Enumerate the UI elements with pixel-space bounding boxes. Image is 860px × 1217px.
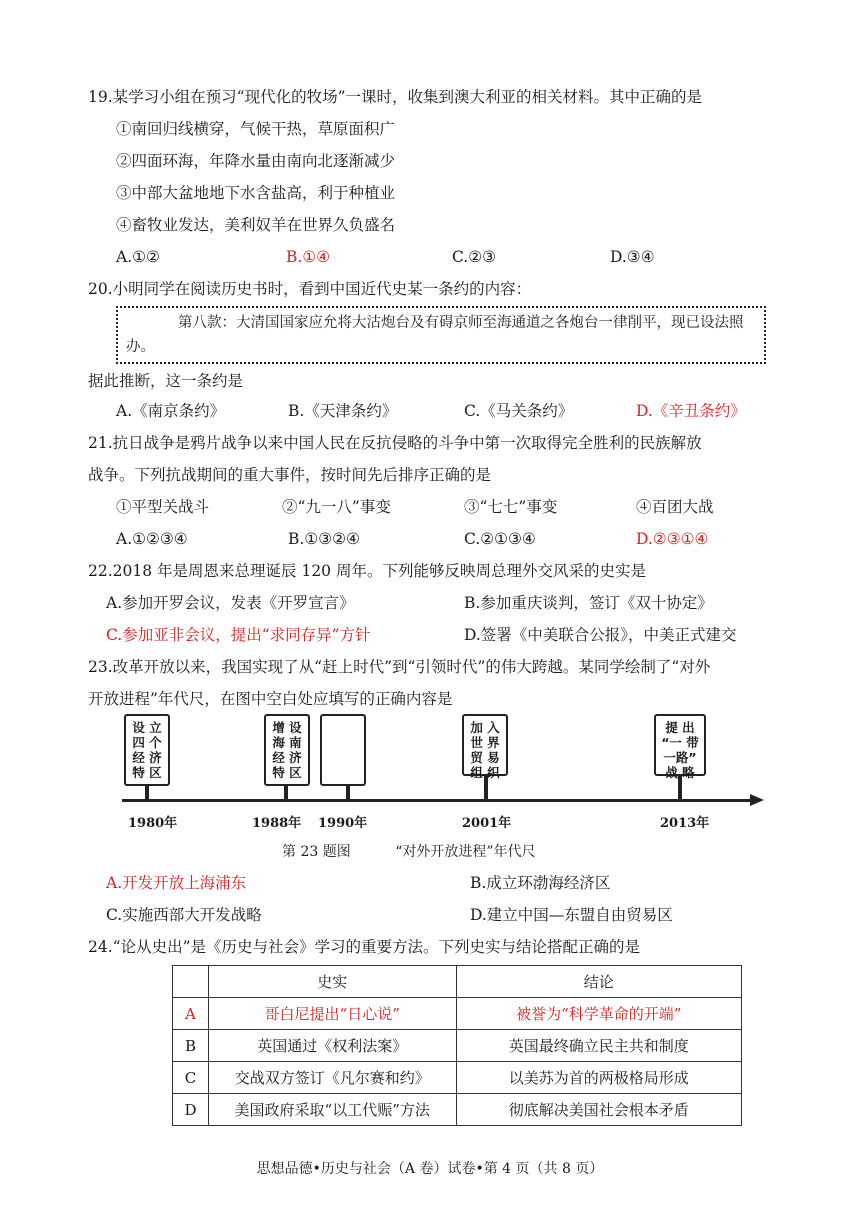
sign-line: 贸 易 bbox=[470, 750, 500, 765]
sign-line: 经 济 bbox=[132, 750, 162, 765]
timeline-post-1980 bbox=[145, 784, 149, 800]
table-cell: D bbox=[173, 1094, 209, 1126]
q23-option-a: A.开发开放上海浦东 bbox=[106, 874, 247, 892]
timeline-sign-2001 bbox=[462, 714, 508, 780]
q22-option-d: D.签署《中美联合公报》，中美正式建交 bbox=[464, 626, 737, 644]
table-header: 史实 bbox=[208, 966, 456, 998]
table-cell: 彻底解决美国社会根本矛盾 bbox=[456, 1094, 742, 1126]
table-cell: C bbox=[173, 1062, 209, 1094]
q21-option-b: B.①③②④ bbox=[288, 530, 360, 548]
timeline-arrow-head bbox=[750, 794, 764, 806]
sign-line: 战 略 bbox=[665, 765, 695, 780]
table-cell: 英国通过《权利法案》 bbox=[208, 1030, 456, 1062]
q24-table bbox=[172, 965, 742, 1126]
table-header: 结论 bbox=[456, 966, 742, 998]
q19-option-a: A.①② bbox=[116, 248, 160, 266]
q19-option-d: D.③④ bbox=[610, 248, 655, 266]
q21-item-1: ①平型关战斗 bbox=[116, 498, 210, 516]
table-cell: 美国政府采取“以工代赈”方法 bbox=[208, 1094, 456, 1126]
q20-quote-box bbox=[116, 306, 766, 364]
q23-figure-caption: 第 23 题图 “对外开放进程”年代尺 bbox=[282, 844, 536, 860]
table-cell: 英国最终确立民主共和制度 bbox=[456, 1030, 742, 1062]
table-row bbox=[173, 1030, 742, 1062]
table-cell: B bbox=[173, 1030, 209, 1062]
q22-option-b: B.参加重庆谈判，签订《双十协定》 bbox=[464, 594, 713, 612]
q21-item-2: ②“九一八”事变 bbox=[282, 498, 391, 516]
sign-line: “一 带 bbox=[661, 735, 699, 750]
timeline-sign-1980 bbox=[124, 714, 170, 786]
q22-stem: 22.2018 年是周恩来总理诞辰 120 周年。下列能够反映周总理外交风采的史实是 bbox=[88, 562, 646, 580]
q19-item-2: ②四面环海，年降水量由南向北逐渐减少 bbox=[116, 152, 396, 170]
q21-stem-line2: 战争。下列抗战期间的重大事件，按时间先后排序正确的是 bbox=[88, 466, 492, 484]
sign-line: 经 济 bbox=[272, 750, 302, 765]
timeline-post-1990 bbox=[346, 784, 350, 800]
sign-line: 海 南 bbox=[272, 735, 302, 750]
timeline-sign-1988 bbox=[264, 714, 310, 786]
q23-option-b: B.成立环渤海经济区 bbox=[470, 874, 611, 892]
page-footer: 思想品德•历史与社会（A 卷）试卷•第 4 页（共 8 页） bbox=[256, 1161, 604, 1177]
sign-line: 设 立 bbox=[132, 720, 162, 735]
table-cell: 哥白尼提出“日心说” bbox=[208, 998, 456, 1030]
sign-line: 组 织 bbox=[470, 765, 500, 780]
timeline-post-1988 bbox=[284, 784, 288, 800]
sign-line: 加 入 bbox=[470, 720, 500, 735]
table-cell: 被誉为“科学革命的开端” bbox=[456, 998, 742, 1030]
table-row bbox=[173, 1094, 742, 1126]
sign-line: 世 界 bbox=[470, 735, 500, 750]
q19-stem: 19.某学习小组在预习“现代化的牧场”一课时，收集到澳大利亚的相关材料。其中正确的是 bbox=[88, 88, 703, 106]
q21-option-a: A.①②③④ bbox=[116, 530, 188, 548]
q23-option-d: D.建立中国—东盟自由贸易区 bbox=[470, 906, 673, 924]
q19-option-c: C.②③ bbox=[452, 248, 497, 266]
timeline-axis bbox=[122, 799, 752, 802]
sign-line: 特 区 bbox=[272, 765, 302, 780]
q23-stem-line2: 开放进程”年代尺，在图中空白处应填写的正确内容是 bbox=[88, 690, 453, 708]
q19-item-4: ④畜牧业发达，美利奴羊在世界久负盛名 bbox=[116, 216, 396, 234]
table-cell: 交战双方签订《凡尔赛和约》 bbox=[208, 1062, 456, 1094]
q23-timeline-figure bbox=[118, 712, 774, 834]
q20-option-a: A.《南京条约》 bbox=[116, 402, 226, 420]
q20-option-d: D.《辛丑条约》 bbox=[636, 402, 746, 420]
q23-stem-line1: 23.改革开放以来，我国实现了从“赶上时代”到“引领时代”的伟大跨越。某同学绘制了“对外 bbox=[88, 658, 711, 676]
timeline-year-1990: 1990年 bbox=[318, 816, 368, 831]
q24-stem: 24.“论从史出”是《历史与社会》学习的重要方法。下列史实与结论搭配正确的是 bbox=[88, 938, 641, 956]
timeline-year-1988: 1988年 bbox=[252, 816, 302, 831]
q20-option-b: B.《天津条约》 bbox=[288, 402, 398, 420]
q20-quote-text: 第八款：大清国国家应允将大沽炮台及有碍京师至海通道之各炮台一律削平，现已设法照办。 bbox=[126, 315, 744, 355]
timeline-year-1980: 1980年 bbox=[128, 816, 178, 831]
q21-item-3: ③“七七”事变 bbox=[464, 498, 558, 516]
q20-after: 据此推断，这一条约是 bbox=[88, 372, 244, 390]
table-row bbox=[173, 1062, 742, 1094]
q19-item-3: ③中部大盆地地下水含盐高，利于种植业 bbox=[116, 184, 396, 202]
table-row bbox=[173, 998, 742, 1030]
q22-option-c: C.参加亚非会议，提出“求同存异”方针 bbox=[106, 626, 371, 644]
timeline-year-2001: 2001年 bbox=[462, 816, 512, 831]
q20-stem: 20.小明同学在阅读历史书时，看到中国近代史某一条约的内容： bbox=[88, 280, 532, 298]
sign-line: 特 区 bbox=[132, 765, 162, 780]
q21-stem-line1: 21.抗日战争是鸦片战争以来中国人民在反抗侵略的斗争中第一次取得完全胜利的民族解放 bbox=[88, 434, 702, 452]
sign-line: 提 出 bbox=[665, 720, 695, 735]
sign-line: 一路” bbox=[663, 750, 697, 765]
q20-option-c: C.《马关条约》 bbox=[464, 402, 574, 420]
q22-option-a: A.参加开罗会议，发表《开罗宣言》 bbox=[106, 594, 355, 612]
q19-option-b: B.①④ bbox=[286, 248, 331, 266]
timeline-sign-2013 bbox=[654, 714, 706, 780]
q23-option-c: C.实施西部大开发战略 bbox=[106, 906, 262, 924]
q21-option-d: D.②③①④ bbox=[636, 530, 709, 548]
table-cell: 以美苏为首的两极格局形成 bbox=[456, 1062, 742, 1094]
table-header-row bbox=[173, 966, 742, 998]
table-cell: A bbox=[173, 998, 209, 1030]
timeline-year-2013: 2013年 bbox=[660, 816, 710, 831]
sign-line: 四 个 bbox=[132, 735, 162, 750]
table-header bbox=[173, 966, 209, 998]
q21-option-c: C.②①③④ bbox=[464, 530, 536, 548]
q21-item-4: ④百团大战 bbox=[636, 498, 714, 516]
q19-item-1: ①南回归线横穿，气候干热，草原面积广 bbox=[116, 120, 396, 138]
sign-line: 增 设 bbox=[272, 720, 302, 735]
timeline-sign-1990-blank bbox=[320, 714, 366, 786]
